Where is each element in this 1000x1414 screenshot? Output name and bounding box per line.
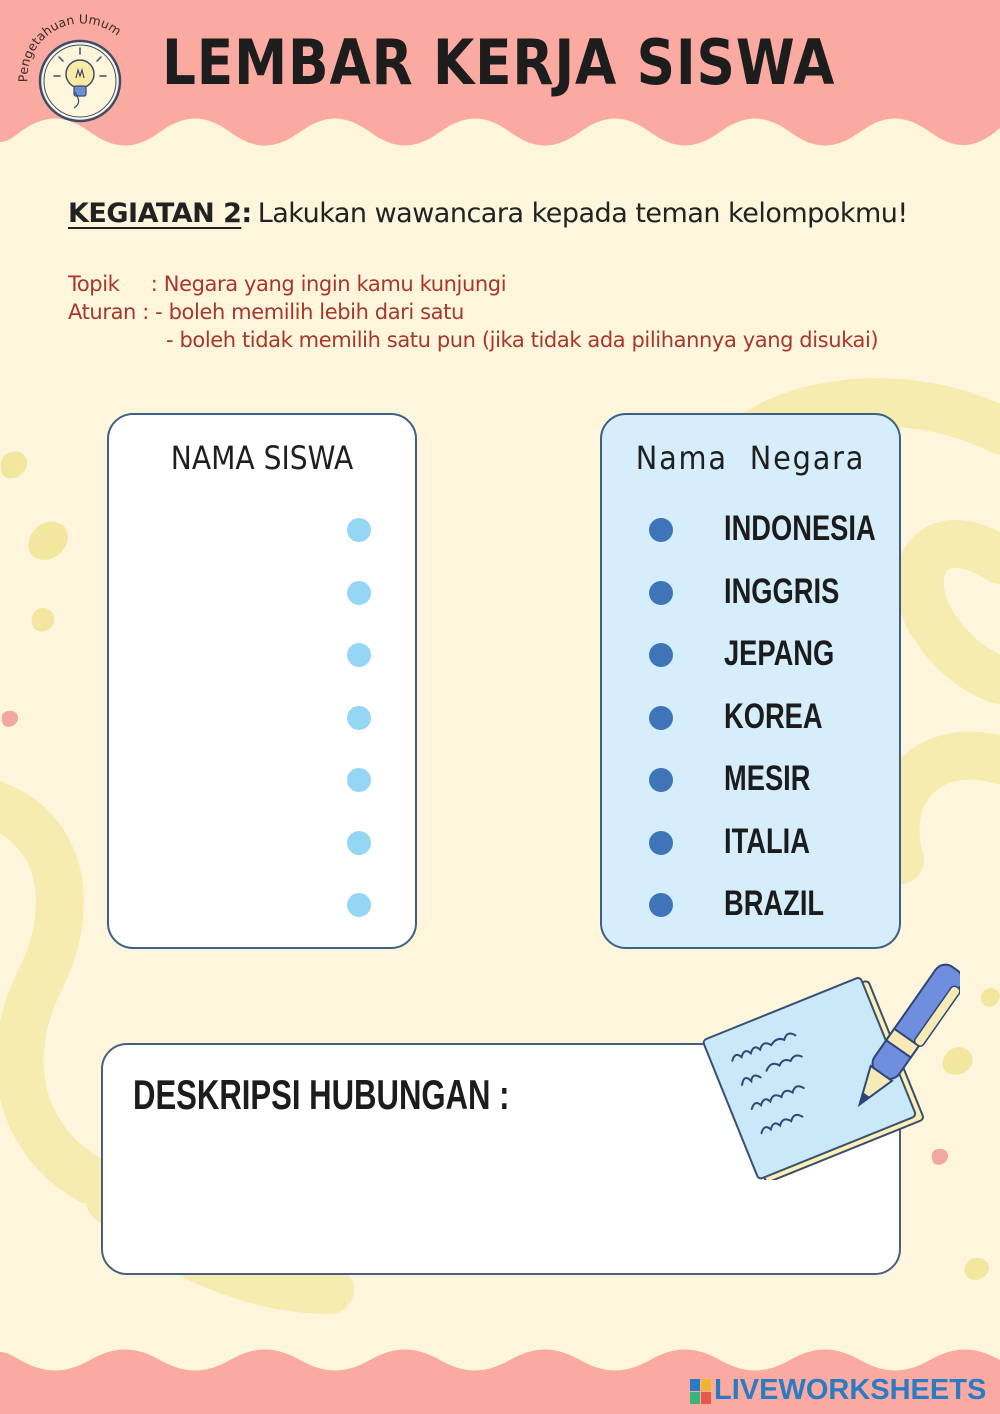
activity-label: KEGIATAN 2 (68, 198, 242, 229)
student-names-card (107, 413, 417, 949)
topic-line: Topik : Negara yang ingin kamu kunjungi (68, 272, 507, 296)
country-label-indonesia: INDONESIA (724, 509, 876, 548)
activity-instruction: Lakukan wawancara kepada teman kelompokmu! (257, 198, 908, 229)
page-title: LEMBAR KERJA SISWA (161, 26, 836, 99)
student-dot-7[interactable] (347, 893, 371, 917)
country-dot-italia[interactable] (649, 831, 673, 855)
student-dot-1[interactable] (347, 518, 371, 542)
student-dot-3[interactable] (347, 643, 371, 667)
rule-line-2: - boleh tidak memilih satu pun (jika tidak ada pilihannya yang disukai) (166, 328, 879, 352)
notepad-pen-illustration (700, 945, 960, 1180)
student-dot-4[interactable] (347, 706, 371, 730)
badge-text: Pengetahuan Umum (15, 14, 125, 83)
countries-card (600, 413, 901, 949)
country-label-inggris: INGGRIS (724, 572, 840, 611)
liveworksheets-logo (690, 1374, 986, 1407)
countries-heading: Nama Negara (635, 439, 866, 477)
liveworksheets-icon (690, 1379, 710, 1403)
student-dot-2[interactable] (347, 581, 371, 605)
country-label-mesir: MESIR (724, 759, 811, 798)
activity-colon: : (241, 198, 252, 229)
activity-line (68, 198, 908, 229)
description-title: DESKRIPSI HUBUNGAN : (133, 1071, 510, 1118)
country-dot-inggris[interactable] (649, 581, 673, 605)
country-dot-brazil[interactable] (649, 893, 673, 917)
country-dot-korea[interactable] (649, 706, 673, 730)
student-dot-6[interactable] (347, 831, 371, 855)
liveworksheets-brand: LIVEWORKSHEETS (714, 1374, 987, 1406)
country-label-brazil: BRAZIL (724, 884, 825, 923)
country-dot-mesir[interactable] (649, 768, 673, 792)
country-label-italia: ITALIA (724, 822, 810, 861)
rule-line-1: Aturan : - boleh memilih lebih dari satu (68, 300, 464, 324)
student-names-heading: NAMA SISWA (170, 439, 354, 477)
country-dot-indonesia[interactable] (649, 518, 673, 542)
country-label-jepang: JEPANG (724, 634, 835, 673)
country-label-korea: KOREA (724, 697, 823, 736)
student-dot-5[interactable] (347, 768, 371, 792)
country-dot-jepang[interactable] (649, 643, 673, 667)
